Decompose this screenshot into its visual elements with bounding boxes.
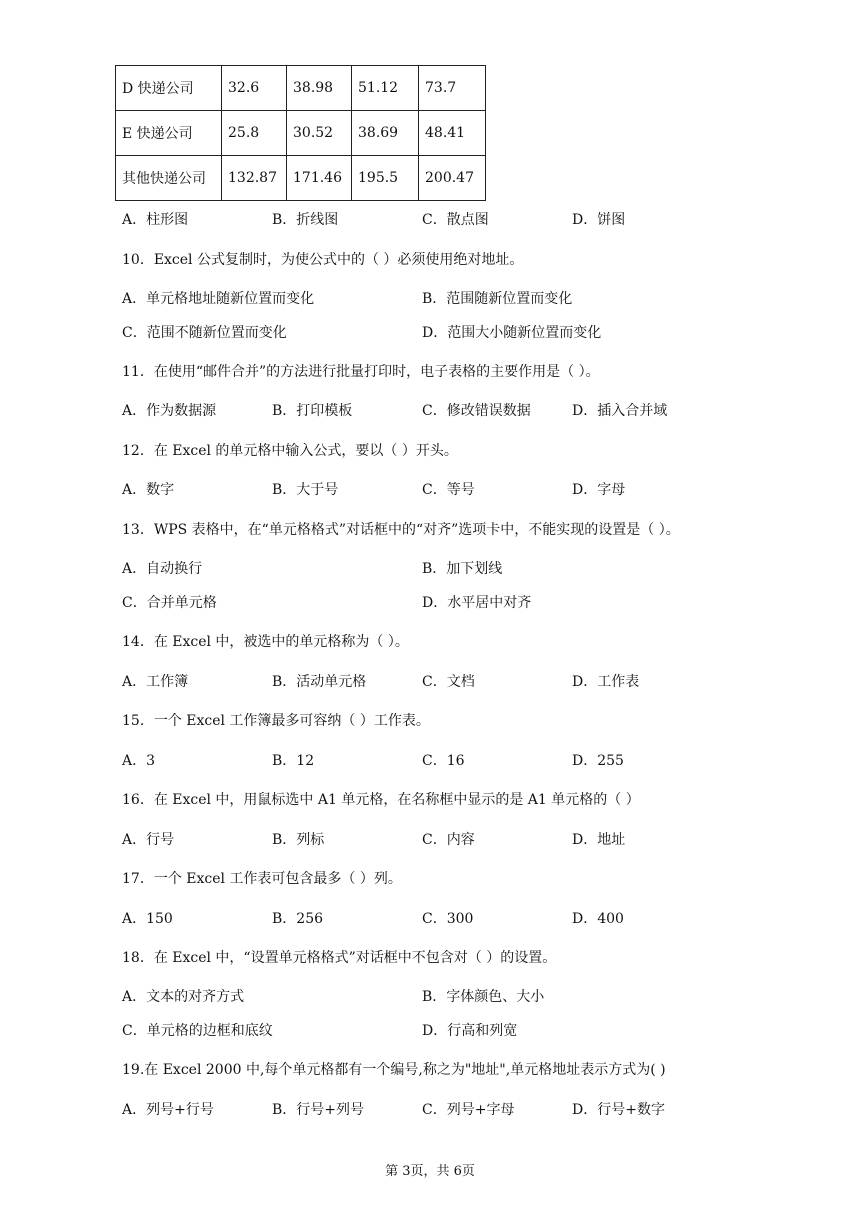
q19-option-b: B．行号+列号 [272,1102,365,1118]
q10-option-a: A．单元格地址随新位置而变化 [122,291,315,307]
table-cell: 195.5 [352,156,419,201]
question-18-stem: 18．在 Excel 中，“设置单元格格式”对话框中不包含对（ ）的设置。 [122,950,557,966]
question-12-stem: 12．在 Excel 的单元格中输入公式，要以（ ）开头。 [122,443,458,459]
q9-option-a: A．柱形图 [122,212,189,228]
q12-option-c: C．等号 [422,482,475,498]
q13-option-a: A．自动换行 [122,561,203,577]
question-13-stem: 13．WPS 表格中，在“单元格格式”对话框中的“对齐”选项卡中，不能实现的设置是（ ）。 [122,522,680,538]
q12-option-a: A．数字 [122,482,175,498]
q13-option-d: D．水平居中对齐 [422,595,532,611]
q16-option-a: A．行号 [122,832,175,848]
q10-option-c: C．范围不随新位置而变化 [122,325,287,341]
table-cell: 48.41 [419,111,486,156]
table-row [116,111,486,156]
q14-option-d: D．工作表 [572,674,640,690]
q17-option-c: C．300 [422,911,474,927]
q15-option-b: B．12 [272,753,315,769]
table-cell: 51.12 [352,66,419,111]
question-11-stem: 11．在使用“邮件合并”的方法进行批量打印时，电子表格的主要作用是（ ）。 [122,364,600,380]
q17-option-a: A．150 [122,911,173,927]
table-cell: 171.46 [287,156,352,201]
table-cell: 25.8 [222,111,287,156]
q19-option-c: C．列号+字母 [422,1102,515,1118]
table-cell: 32.6 [222,66,287,111]
q18-option-c: C．单元格的边框和底纹 [122,1023,273,1039]
table-cell: 38.69 [352,111,419,156]
q10-option-d: D．范围大小随新位置而变化 [422,325,602,341]
q15-option-c: C．16 [422,753,465,769]
question-17-stem: 17．一个 Excel 工作表可包含最多（ ）列。 [122,871,402,887]
q14-option-a: A．工作簿 [122,674,189,690]
table-row [116,66,486,111]
table-row [116,156,486,201]
q11-option-a: A．作为数据源 [122,403,217,419]
table-cell: 30.52 [287,111,352,156]
question-19-stem: 19.在 Excel 2000 中,每个单元格都有一个编号,称之为"地址",单元格地址表示方式为( ) [122,1062,666,1078]
q11-option-b: B．打印模板 [272,403,353,419]
q15-option-d: D．255 [572,753,624,769]
table-cell: D 快递公司 [116,66,222,111]
q19-option-d: D．行号+数字 [572,1102,665,1118]
q18-option-d: D．行高和列宽 [422,1023,518,1039]
q16-option-c: C．内容 [422,832,475,848]
table-cell: 38.98 [287,66,352,111]
question-10-stem: 10．Excel 公式复制时，为使公式中的（ ）必须使用绝对地址。 [122,252,524,268]
page-footer: 第 3页，共 6页 [385,1164,475,1179]
question-15-stem: 15．一个 Excel 工作簿最多可容纳（ ）工作表。 [122,713,430,729]
q9-option-b: B．折线图 [272,212,339,228]
q18-option-a: A．文本的对齐方式 [122,989,245,1005]
q12-option-d: D．字母 [572,482,626,498]
question-14-stem: 14．在 Excel 中，被选中的单元格称为（ ）。 [122,634,409,650]
q17-option-d: D．400 [572,911,624,927]
question-16-stem: 16．在 Excel 中，用鼠标选中 A1 单元格，在名称框中显示的是 A1 单元格的（ ） [122,792,640,808]
q10-option-b: B．范围随新位置而变化 [422,291,573,307]
q18-option-b: B．字体颜色、大小 [422,989,545,1005]
q19-option-a: A．列号+行号 [122,1102,214,1118]
table-cell: E 快递公司 [116,111,222,156]
table-cell: 73.7 [419,66,486,111]
q11-option-c: C．修改错误数据 [422,403,531,419]
q16-option-b: B．列标 [272,832,325,848]
q14-option-c: C．文档 [422,674,475,690]
data-table [115,65,486,201]
q9-option-c: C．散点图 [422,212,489,228]
q16-option-d: D．地址 [572,832,626,848]
table-cell: 200.47 [419,156,486,201]
table-cell: 其他快递公司 [116,156,222,201]
table-cell: 132.87 [222,156,287,201]
q9-option-d: D．饼图 [572,212,626,228]
q13-option-b: B．加下划线 [422,561,503,577]
q13-option-c: C．合并单元格 [122,595,217,611]
q17-option-b: B．256 [272,911,324,927]
q15-option-a: A．3 [122,753,156,769]
q14-option-b: B．活动单元格 [272,674,367,690]
q11-option-d: D．插入合并域 [572,403,668,419]
q12-option-b: B．大于号 [272,482,339,498]
